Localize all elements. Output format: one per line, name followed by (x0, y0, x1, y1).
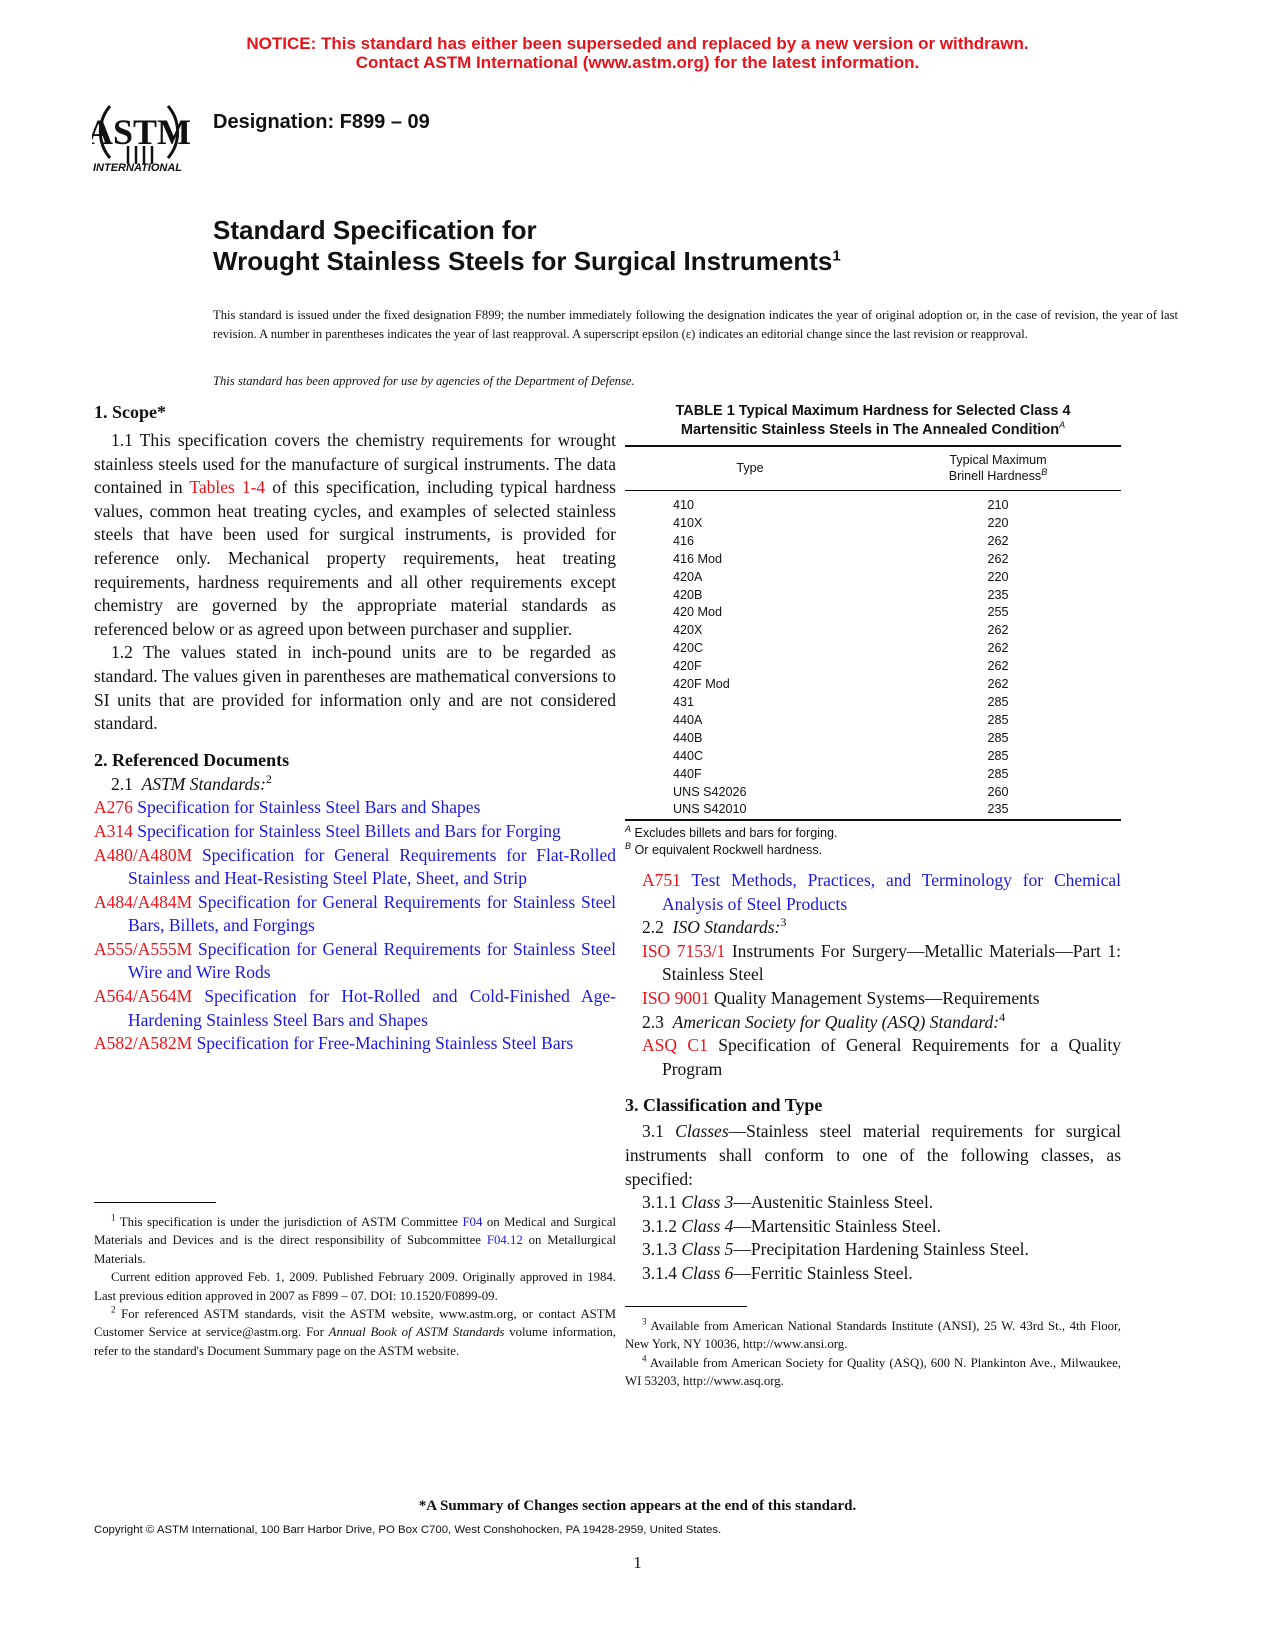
footnote-2: $^2$ For referenced ASTM standards, visit the ASTM website, www.astm.org, or contact ASTM Customer Service at service@astm.org. For Annual Book of ASTM Standards volume information, refer to the standard's Document Summary page on the ASTM website. (94, 1304, 616, 1358)
cell-hardness: 220 (987, 515, 1009, 530)
cell-hardness: 285 (987, 694, 1009, 709)
summary-of-changes-note: *A Summary of Changes section appears at the end of this standard. (418, 1498, 857, 1514)
cell-type: 440F (673, 766, 702, 781)
footnote-4: $^4$ Available from American Society for Quality (ASQ), 600 N. Plankinton Ave., Milwaukee, WI 53203, http://www.asq.org. (625, 1353, 1121, 1389)
cell-type: 440B (673, 730, 703, 745)
reference-item[interactable]: A314 Specification for Stainless Steel Billets and Bars for Forging (94, 820, 561, 841)
reference-item[interactable]: ISO 7153/1 Instruments For Surgery—Metallic Materials—Part 1: Stainless Steel (642, 940, 1122, 985)
table-row (625, 748, 1121, 766)
cell-hardness: 285 (987, 748, 1009, 763)
cell-hardness: 210 (987, 498, 1009, 512)
subcommittee-link[interactable]: F04.12 (486, 1233, 523, 1248)
document-title (213, 215, 841, 277)
cell-hardness: 285 (987, 730, 1009, 745)
reference-item[interactable]: ASQ C1 Specification of General Requirements for a Quality Program (642, 1035, 1121, 1079)
table-row (625, 569, 1121, 587)
table-row (625, 766, 1121, 784)
right-column (625, 869, 1121, 1286)
cell-type: 420F (673, 659, 702, 674)
notice-banner (0, 34, 1275, 72)
dod-approval-note: This standard has been approved for use by agencies of the Department of Defense. (213, 374, 635, 388)
class-item: 3.1.1 Class 3—Austenitic Stainless Steel. (642, 1192, 934, 1213)
tables-link[interactable]: Tables 1-4 (189, 477, 266, 498)
svg-text:ASTM: ASTM (92, 112, 192, 152)
reference-item[interactable]: A480/A480M Specification for General Requirements for Flat-Rolled Stainless and Heat-Resisting Steel Plate, Sheet, and Strip (94, 844, 617, 889)
reference-item[interactable]: A564/A564M Specification for Hot-Rolled and Cold-Finished Age-Hardening Stainless Steel Bars and Shapes (94, 986, 617, 1030)
cell-type: 420B (673, 587, 703, 602)
cell-type: 410X (673, 515, 703, 530)
scope-heading: 1. Scope* (94, 402, 166, 422)
footnote-rule (625, 1306, 747, 1307)
reference-item[interactable]: A555/A555M Specification for General Requirements for Stainless Steel Wire and Wire Rods (94, 938, 617, 983)
astm-logo (92, 92, 192, 184)
classes-paragraph: 3.1 Classes—Stainless steel material requirements for surgical instruments shall conform to one of the following classes, as specified: (625, 1121, 1121, 1189)
class-item: 3.1.3 Class 5—Precipitation Hardening Stainless Steel. (642, 1239, 1029, 1260)
cell-hardness: 262 (987, 659, 1009, 674)
cell-hardness: 235 (987, 587, 1009, 602)
table-row (625, 801, 1121, 820)
cell-hardness: 260 (987, 784, 1009, 799)
iso-standards-label: 2.2 ISO Standards:$^3$ (642, 915, 787, 938)
reference-item[interactable]: A484/A484M Specification for General Requirements for Stainless Steel Bars, Billets, and Forgings (94, 891, 617, 936)
table-note-a: $^A$ Excludes billets and bars for forging. (625, 824, 838, 841)
cell-type: 420A (673, 569, 703, 584)
column-header-hardness: Typical Maximum Brinell Hardness$^B$ (875, 446, 1121, 491)
cell-hardness: 262 (987, 641, 1009, 656)
cell-hardness: 255 (987, 605, 1009, 620)
cell-type: 420 Mod (673, 605, 723, 620)
left-column (94, 402, 616, 1056)
column-header-type: Type (625, 446, 875, 491)
scope-paragraph-2: 1.2 The values stated in inch-pound units are to be regarded as standard. The values given in parentheses are mathematical conversions to SI units that are provided for information only and are not considered standard. (94, 642, 616, 734)
cell-type: 431 (673, 694, 695, 709)
table-row (625, 640, 1121, 658)
cell-type: 416 Mod (673, 551, 723, 566)
reference-item[interactable]: A751 Test Methods, Practices, and Terminology for Chemical Analysis of Steel Products (642, 870, 1121, 914)
cell-hardness: 262 (987, 533, 1009, 548)
cell-hardness: 262 (987, 551, 1009, 566)
table-note-b: $^B$ Or equivalent Rockwell hardness. (625, 841, 823, 858)
table-row (625, 622, 1121, 640)
scope-paragraph-1: 1.1 This specification covers the chemistry requirements for wrought stainless steels used for the manufacture of surgical instruments. The data contained in Tables 1-4 of this specification, including typical hardness values, common heat treating cycles, and examples of selected stainless steels that have been used for surgical instruments, is provided for reference only. Mechanical property requirements, heat treating requirements, hardness requirements and all other requirements except chemistry are governed by the appropriate material standards as referenced below or as agreed upon between purchaser and supplier. (94, 430, 616, 639)
classification-heading: 3. Classification and Type (625, 1095, 823, 1116)
footnote-3: $^3$ Available from American National Standards Institute (ANSI), 25 W. 43rd St., 4th Floor, New York, NY 10036, http://www.ansi.org. (625, 1316, 1122, 1352)
table-caption: TABLE 1 Typical Maximum Hardness for Selected Class 4 Martensitic Stainless Steels in The Annealed Condition$^A$ (675, 403, 1071, 438)
intro-paragraph: This standard is issued under the fixed designation F899; the number immediately following the designation indicates the year of original adoption or, in the case of revision, the year of last revision. A number in parentheses indicates the year of last reapproval. A superscript epsilon (ε) indicates an editorial change since the last revision or reapproval. (213, 308, 1178, 341)
notice-line-2: Contact ASTM International (www.astm.org) for the latest information. (355, 53, 920, 72)
cell-hardness: 235 (875, 801, 1121, 820)
cell-type: 420F Mod (673, 677, 730, 692)
cell-type: UNS S42010 (625, 801, 875, 820)
cell-type: 420X (673, 623, 703, 638)
copyright: Copyright © ASTM International, 100 Barr Harbor Drive, PO Box C700, West Conshohocken, PA 19428-2959, United States. (94, 1524, 722, 1536)
page-number: 1 (633, 1553, 642, 1572)
cell-hardness: 285 (987, 712, 1009, 727)
cell-hardness: 262 (987, 623, 1009, 638)
cell-hardness: 285 (987, 766, 1009, 781)
notice-line-1: NOTICE: This standard has either been superseded and replaced by a new version or withdrawn. (246, 34, 1029, 53)
class-item: 3.1.2 Class 4—Martensitic Stainless Steel. (642, 1215, 941, 1236)
cell-type: 410 (673, 498, 695, 512)
refdocs-heading: 2. Referenced Documents (94, 749, 290, 770)
cell-hardness: 262 (987, 677, 1009, 692)
logo-text: INTERNATIONAL (93, 162, 183, 174)
class-item: 3.1.4 Class 6—Ferritic Stainless Steel. (642, 1262, 913, 1283)
cell-type: 440A (673, 712, 703, 727)
table-1 (625, 402, 1121, 859)
cell-type: UNS S42026 (673, 784, 747, 799)
table-row (625, 712, 1121, 730)
reference-item[interactable]: A276 Specification for Stainless Steel Bars and Shapes (94, 797, 481, 818)
table-row (625, 604, 1121, 622)
asq-standard-label: 2.3 American Society for Quality (ASQ) Standard:$^4$ (642, 1009, 1006, 1032)
footnote-rule (94, 1202, 216, 1203)
committee-link[interactable]: F04 (462, 1215, 483, 1229)
table-row (625, 658, 1121, 676)
table-row (625, 694, 1121, 712)
cell-type: 440C (673, 748, 704, 763)
cell-hardness: 220 (987, 569, 1009, 584)
table-row (625, 551, 1121, 569)
table-row (625, 491, 1121, 515)
title-footnote-mark: 1 (832, 247, 841, 265)
designation: Designation: F899 – 09 (213, 111, 430, 133)
table-row (625, 784, 1121, 802)
footnote-1: $^1$ This specification is under the jurisdiction of ASTM Committee F04 on Medical and Surgical Materials and Devices and is the direct responsibility of Subcommittee F04.12 on Metallurgical Materials. (94, 1212, 617, 1266)
cell-type: 420C (673, 641, 704, 656)
astm-standards-label: 2.1 ASTM Standards:$^2$ (111, 771, 272, 794)
cell-type: 416 (673, 533, 695, 548)
table-row (625, 676, 1121, 694)
reference-item[interactable]: A582/A582M Specification for Free-Machining Stainless Steel Bars (94, 1033, 574, 1054)
footnote-1-edition: Current edition approved Feb. 1, 2009. Published February 2009. Originally approved in 1984. Last previous edition approved in 2007 as F899 – 07. DOI: 10.1520/F0899-09. (94, 1270, 616, 1303)
hardness-table (625, 445, 1121, 821)
table-row (625, 533, 1121, 551)
reference-item[interactable]: ISO 9001 Quality Management Systems—Requirements (642, 987, 1040, 1008)
title-line-1: Standard Specification for (213, 215, 537, 245)
table-row (625, 587, 1121, 605)
right-footnotes (625, 1306, 1121, 1391)
title-line-2: Wrought Stainless Steels for Surgical Instruments (213, 246, 833, 276)
table-row (625, 730, 1121, 748)
left-footnotes (94, 1202, 616, 1360)
table-row (625, 515, 1121, 533)
astm-reference-list (94, 796, 616, 1056)
